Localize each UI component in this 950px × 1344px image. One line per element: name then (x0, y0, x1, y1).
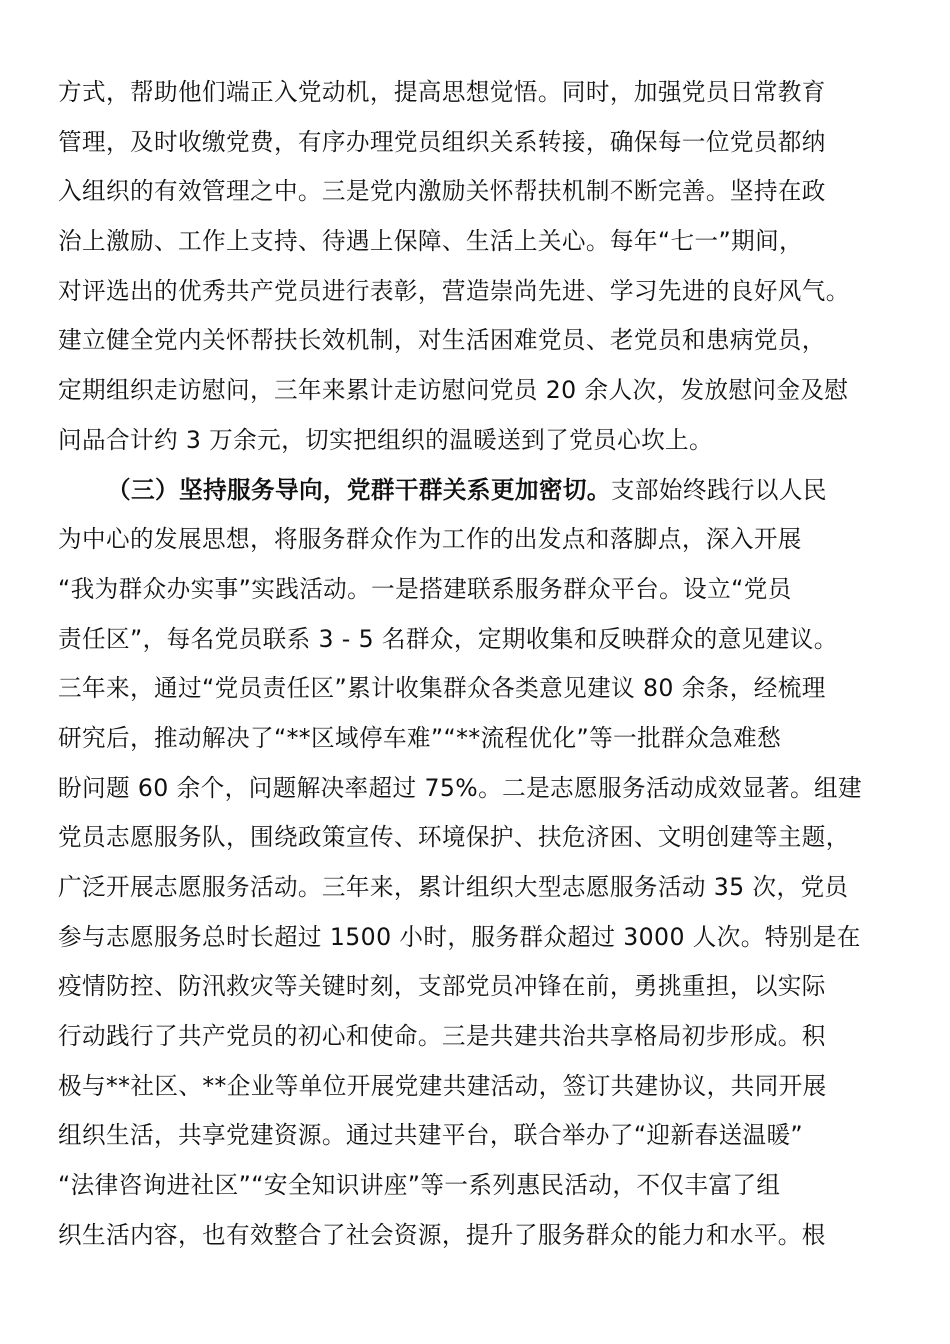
text-line: 方式，帮助他们端正入党动机，提高思想觉悟。同时，加强党员日常教育 (58, 78, 826, 106)
text-line: 为中心的发展思想，将服务群众作为工作的出发点和落脚点，深入开展 (58, 525, 802, 554)
text-line: 研究后，推动解决了“**区域停车难”“**流程优化”等一批群众急难愁 (58, 723, 782, 752)
section-3-first-line (58, 466, 888, 516)
text-line: 责任区”，每名党员联系 3 - 5 名群众，定期收集和反映群众的意见建议。 (58, 624, 838, 653)
text-line: 管理，及时收缴党费，有序办理党员组织关系转接，确保每一位党员都纳 (58, 127, 826, 156)
text-line: 极与**社区、**企业等单位开展党建共建活动，签订共建协议，共同开展 (58, 1071, 827, 1100)
text-line: 党员志愿服务队，围绕政策宣传、环境保护、扶危济困、文明创建等主题， (58, 823, 850, 852)
text-line: 行动践行了共产党员的初心和使命。三是共建共治共享格局初步形成。积 (58, 1022, 826, 1051)
text-line: 定期组织走访慰问，三年来累计走访慰问党员 20 余人次，发放慰问金及慰 (58, 376, 849, 405)
section-3-first-line-text: 支部始终践行以人民 (610, 475, 827, 504)
text-line: 参与志愿服务总时长超过 1500 小时，服务群众超过 3000 人次。特别是在 (58, 922, 861, 951)
text-line: 三年来，通过“党员责任区”累计收集群众各类意见建议 80 余条，经梳理 (58, 674, 826, 703)
text-line: 建立健全党内关怀帮扶长效机制，对生活困难党员、老党员和患病党员， (58, 326, 826, 355)
text-line: 织生活内容，也有效整合了社会资源，提升了服务群众的能力和水平。根 (58, 1220, 826, 1249)
text-line: 入组织的有效管理之中。三是党内激励关怀帮扶机制不断完善。坚持在政 (58, 177, 826, 206)
text-line: 广泛开展志愿服务活动。三年来，累计组织大型志愿服务活动 35 次，党员 (58, 873, 849, 901)
text-line: “法律咨询进社区”“安全知识讲座”等一系列惠民活动，不仅丰富了组 (58, 1171, 781, 1200)
text-line: 疫情防控、防汛救灾等关键时刻，支部党员冲锋在前，勇挑重担，以实际 (58, 972, 826, 1001)
text-line: 组织生活，共享党建资源。通过共建平台，联合举办了“迎新春送温暖” (58, 1121, 804, 1150)
text-line: “我为群众办实事”实践活动。一是搭建联系服务群众平台。设立“党员 (58, 574, 792, 603)
text-line: 对评选出的优秀共产党员进行表彰，营造崇尚先进、学习先进的良好风气。 (58, 276, 850, 305)
section-3-heading: （三）坚持服务导向，党群干群关系更加密切。 (107, 475, 611, 504)
text-line: 治上激励、工作上支持、待遇上保障、生活上关心。每年“七一”期间， (58, 227, 804, 256)
document-body (58, 68, 888, 1261)
text-line: 问品合计约 3 万余元，切实把组织的温暖送到了党员心坎上。 (58, 425, 714, 454)
text-line: 盼问题 60 余个，问题解决率超过 75%。二是志愿服务活动成效显著。组建 (58, 773, 862, 802)
